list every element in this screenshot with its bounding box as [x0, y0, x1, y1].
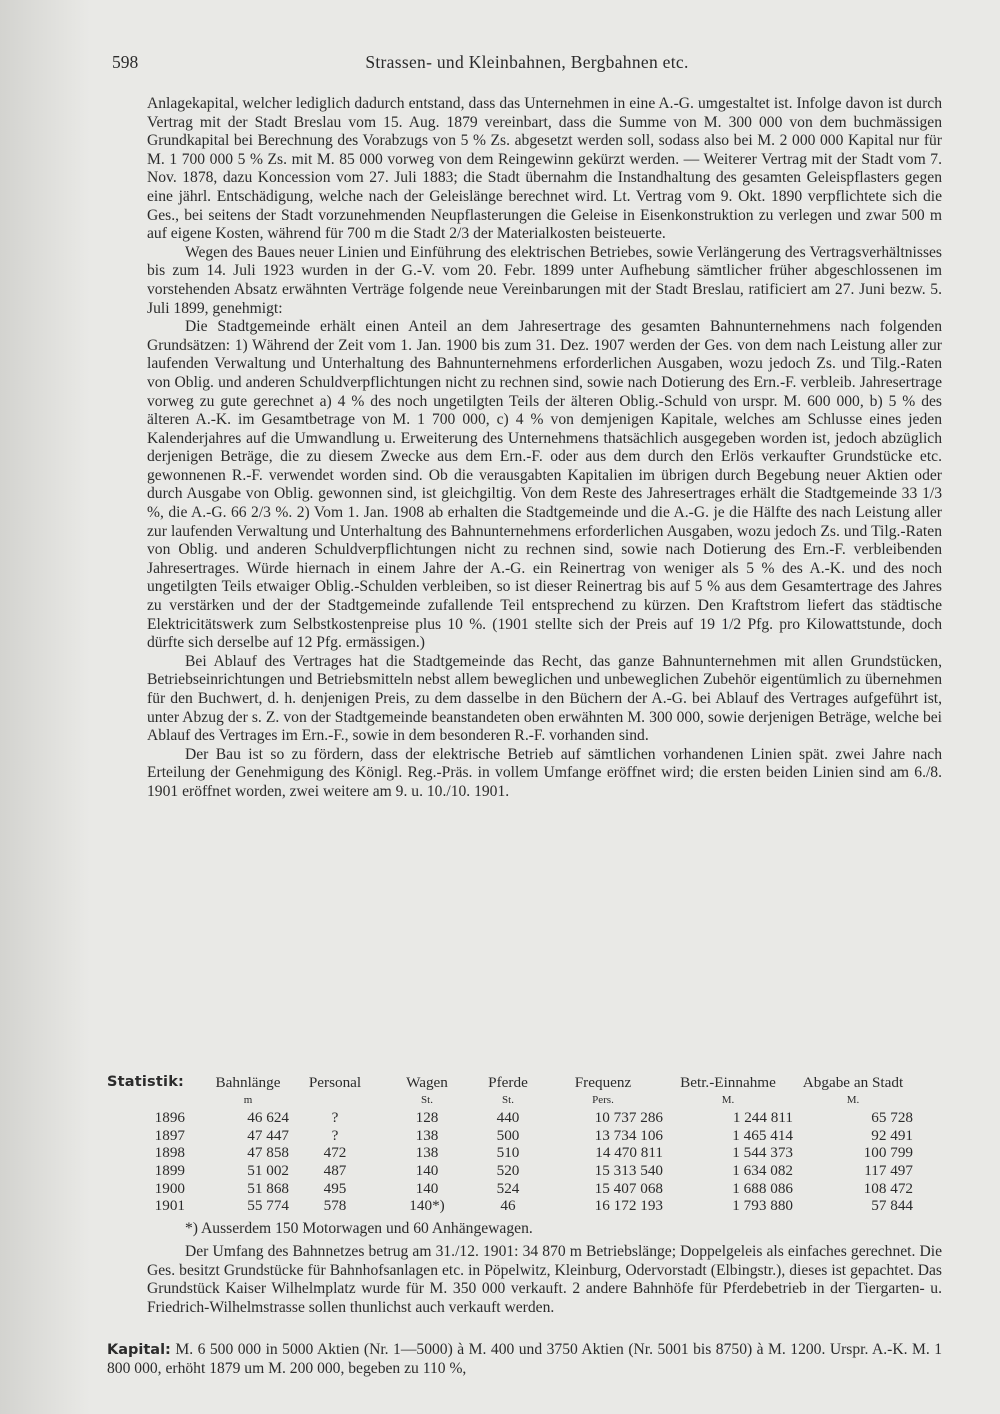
table-cell: 46 — [500, 1197, 516, 1215]
column-header: Bahnlänge — [215, 1074, 281, 1091]
year-cell: 1900 — [154, 1179, 185, 1197]
year-cell: 1898 — [154, 1144, 185, 1162]
table-cell: 440 — [496, 1109, 520, 1127]
table-cell: 140 — [415, 1161, 439, 1179]
page-number: 598 — [112, 52, 139, 72]
unit-cell: m — [243, 1093, 253, 1106]
table-row — [107, 1180, 913, 1198]
network-paragraph-block — [147, 1243, 942, 1317]
unit-cell — [289, 1092, 381, 1110]
table-row — [107, 1162, 913, 1180]
table-cell: 55 774 — [247, 1197, 289, 1215]
unit-row — [107, 1092, 913, 1110]
table-cell: 65 728 — [871, 1109, 913, 1127]
unit-cell: St. — [421, 1093, 433, 1106]
column-header: Betr.-Einnahme — [680, 1074, 776, 1091]
table-cell: 500 — [496, 1126, 520, 1144]
page-header — [112, 52, 942, 76]
table-cell: 1 244 811 — [732, 1109, 793, 1127]
table-cell: 100 799 — [863, 1144, 913, 1162]
table-cell: 13 734 106 — [594, 1126, 663, 1144]
table-cell: 140*) — [409, 1197, 445, 1215]
table-row — [107, 1127, 913, 1145]
table-cell: 47 447 — [247, 1126, 289, 1144]
table-cell: 47 858 — [247, 1144, 289, 1162]
table-cell: 51 868 — [247, 1179, 289, 1197]
table-cell: 92 491 — [871, 1126, 913, 1144]
table-cell: 1 465 414 — [732, 1126, 793, 1144]
unit-cell: Pers. — [592, 1093, 614, 1106]
statistik-section — [107, 1074, 947, 1215]
table-cell: 16 172 193 — [594, 1197, 663, 1215]
table-cell: 128 — [415, 1109, 439, 1127]
statistik-table — [107, 1074, 913, 1215]
table-cell: 51 002 — [247, 1161, 289, 1179]
table-cell: 510 — [496, 1144, 520, 1162]
column-header: Frequenz — [574, 1074, 632, 1091]
unit-cell: M. — [721, 1093, 735, 1106]
table-cell: 57 844 — [871, 1197, 913, 1215]
year-cell: 1901 — [154, 1197, 185, 1215]
kapital-text: M. 6 500 000 in 5000 Aktien (Nr. 1—5000) à M. 400 und 3750 Aktien (Nr. 5001 bis 8750) à M. 1200. Urspr. A.-K. M. 1 800 000, erhöht 1879 um M. 200 000, begeben zu 110 %, — [107, 1341, 943, 1377]
table-cell: 578 — [323, 1197, 347, 1215]
table-cell: 140 — [415, 1179, 439, 1197]
kapital-label: Kapital: — [107, 1342, 171, 1358]
table-cell: 524 — [496, 1179, 520, 1197]
table-row — [107, 1109, 913, 1127]
column-header: Abgabe an Stadt — [802, 1074, 904, 1091]
table-row — [107, 1197, 913, 1215]
table-cell: ? — [331, 1126, 339, 1144]
statistik-label: Statistik: — [107, 1074, 185, 1090]
table-cell: 15 407 068 — [594, 1179, 663, 1197]
table-cell: 138 — [415, 1144, 439, 1162]
table-cell: 520 — [496, 1161, 520, 1179]
paragraph: Wegen des Baues neuer Linien und Einführung des elektrischen Betriebes, sowie Verlängerung des Vertragsverhältnisses bis zum 14. Juli 1923 wurden in der G.-V. vom 20. Febr. 1899 unter Aufhebung sämtlicher früher abgeschlossenen im vorstehenden Absatz erwähnten Verträge folgende neue Vereinbarungen mit der Stadt Breslau, ratificiert am 27. Juni bezw. 5. Juli 1899, genehmigt: — [147, 243, 942, 317]
table-cell: 14 470 811 — [595, 1144, 663, 1162]
table-cell: 46 624 — [247, 1109, 289, 1127]
table-cell: 487 — [323, 1161, 347, 1179]
table-cell: 495 — [323, 1179, 347, 1197]
paragraph: Die Stadtgemeinde erhält einen Anteil an dem Jahresertrage des gesamten Bahnunternehmens nach folgenden Grundsätzen: 1) Während der Zeit vom 1. Jan. 1900 bis zum 31. Dez. 1907 werden der Ges. von dem nach Leistung aller zur laufenden Verwaltung und Unterhaltung des Bahnunternehmens erforderlichen Ausgaben, wozu jedoch Zs. und Tilg.-Raten von Oblig. und anderen Schuldverpflichtungen nicht zu rechnen sind, sowie nach Dotierung des Ern.-F. verbleib. Jahresertrage vorweg zu gute gerechnet a) 4 % des noch ungetilgten Teils der älteren Oblig.-Schuld von urspr. M. 600 000, b) 5 % des älteren A.-K. im Gesamtbetrage von M. 1 700 000, c) 4 % von demjenigen Kapitale, welches am Schlusse eines jeden Kalenderjahres auf die Umwandlung u. Erweiterung des Unternehmens thatsächlich ausgegeben worden ist, jedoch abzüglich derjenigen Beträge, die zu diesem Zwecke aus dem Ern.-F. oder aus dem durch den Erlös verkaufter Grundstücke etc. gewonnenen R.-F. verwendet worden sind. Ob die verausgabten Kapitalien im übrigen durch Begebung neuer Aktien oder durch Ausgabe von Oblig. gewonnen sind, ist gleichgiltig. Von dem Reste des Jahresertrages erhält die Stadtgemeinde 33 1/3 %, die A.-G. 66 2/3 %. 2) Vom 1. Jan. 1908 ab erhalten die Stadtgemeinde und die A.-G. je die Hälfte des nach Leistung aller zur laufenden Verwaltung und Unterhaltung des Bahnunternehmens erforderlichen Ausgaben, wozu jedoch Zs. und Tilg.-Raten von Oblig. und anderen Schuldverpflichtungen nicht zu rechnen sind, sowie nach Dotierung des Ern.-F. verbleibenden Jahresertrages. Würde hiernach in einem Jahre der A.-G. ein Reinertrag von weniger als 5 % des A.-K. und des noch ungetilgten Teils etwaiger Oblig.-Schulden verbleiben, so ist dieser Reinertrag bis auf 5 % aus dem Gesamtertrage des Jahres zu verstärken und der der Stadtgemeinde zufallende Teil entsprechend zu kürzen. Den Kraftstrom liefert das städtische Elektricitätswerk zum Selbstkostenpreise plus 10 %. (1901 stellte sich der Preis auf 19 1/2 Pfg. pro Kilowattstunde, doch dürfte sich derselbe auf 12 Pfg. ermässigen.) — [147, 318, 942, 652]
body-text — [147, 95, 942, 802]
table-cell: ? — [331, 1109, 339, 1127]
table-cell: 1 544 373 — [732, 1144, 793, 1162]
paragraph: Der Bau ist so zu fördern, dass der elektrische Betrieb auf sämtlichen vorhandenen Linien spät. zwei Jahre nach Erteilung der Genehmigung des Königl. Reg.-Präs. in vollem Umfange eröffnet wird; die ersten beiden Linien sind am 6./8. 1901 eröffnet worden, zwei weitere am 9. u. 10./10. 1901. — [147, 745, 942, 800]
table-cell: 1 793 880 — [732, 1197, 793, 1215]
table-row — [107, 1144, 913, 1162]
table-cell: 117 497 — [864, 1161, 913, 1179]
table-cell: 10 737 286 — [594, 1109, 663, 1127]
table-cell: 1 688 086 — [732, 1179, 793, 1197]
paragraph: Der Umfang des Bahnnetzes betrug am 31./12. 1901: 34 870 m Betriebslänge; Doppelgeleis als einfaches gerechnet. Die Ges. besitzt Grundstücke für Bahnhofsanlagen etc. in Pöpelwitz, Kleinburg, Odervorstadt (Elbingstr.), dieses ist gepachtet. Das Grundstück Kaiser Wilhelmplatz wurde für M. 350 000 verkauft. 2 andere Bahnhöfe für Pferdebetrieb in der Tiergarten- u. Friedrich-Wilhelmstrasse sollen thunlichst auch verkauft werden. — [147, 1243, 942, 1316]
column-header: Wagen — [406, 1074, 448, 1091]
footnote: *) Ausserdem 150 Motorwagen und 60 Anhängewagen. — [185, 1220, 533, 1237]
unit-cell: St. — [502, 1093, 514, 1106]
column-header: Pferde — [488, 1074, 528, 1091]
table-cell: 472 — [323, 1144, 347, 1162]
year-cell: 1899 — [154, 1161, 185, 1179]
running-title: Strassen- und Kleinbahnen, Bergbahnen etc. — [365, 52, 689, 72]
table-cell: 108 472 — [863, 1179, 913, 1197]
unit-cell: M. — [846, 1093, 860, 1106]
page-edge-shadow — [0, 0, 90, 1414]
year-cell: 1897 — [154, 1126, 185, 1144]
table-header-row — [107, 1074, 913, 1092]
table-cell: 1 634 082 — [732, 1161, 793, 1179]
column-header: Personal — [308, 1074, 362, 1091]
table-cell: 138 — [415, 1126, 439, 1144]
year-cell: 1896 — [154, 1109, 185, 1127]
paragraph: Anlagekapital, welcher lediglich dadurch entstand, dass das Unternehmen in eine A.-G. umgestaltet ist. Infolge davon ist durch Vertrag mit der Stadt Breslau vom 15. Aug. 1879 vereinbart, dass die Summe von M. 300 000 von dem buchmässigen Grundkapital bei Berechnung des Vorabzugs von 5 % Zs. abgesetzt werden soll, sodass also bei M. 2 000 000 Kapital nur für M. 1 700 000 5 % Zs. mit M. 85 000 vorweg von dem Reingewinn gekürzt werden. — Weiterer Vertrag mit der Stadt vom 7. Nov. 1878, dazu Koncession vom 27. Juli 1883; die Stadt übernahm die Instandhaltung des gesamten Geleispflasters gegen eine jährl. Entschädigung, welche nach der Geleislänge berechnet wird. Lt. Vertrag vom 9. Okt. 1890 verpflichtete sich die Ges., bei seitens der Stadt vorzunehmenden Neupflasterungen die Geleise in Eisenkonstruktion zu verlegen und zwar 500 m auf eigene Kosten, während für 700 m die Stadt 2/3 der Materialkosten beisteuerte. — [147, 95, 942, 243]
table-cell: 15 313 540 — [594, 1161, 663, 1179]
paragraph: Bei Ablauf des Vertrages hat die Stadtgemeinde das Recht, das ganze Bahnunternehmen mit allen Grundstücken, Betriebseinrichtungen und Betriebsmitteln nebst allem beweglichen und unbeweglichen Zubehör eigentümlich zu übernehmen für den Buchwert, d. h. denjenigen Preis, zu dem dasselbe in den Büchern der A.-G. bei Ablauf des Vertrages aufgeführt ist, unter Abzug der s. Z. von der Stadtgemeinde beanstandeten oben erwähnten M. 300 000, sowie derjenigen Beträge, welche bei Ablauf des Vertrages im Ern.-F., sowie in dem besonderen R.-F. vorhanden sind. — [147, 652, 942, 745]
kapital-section — [107, 1341, 942, 1378]
